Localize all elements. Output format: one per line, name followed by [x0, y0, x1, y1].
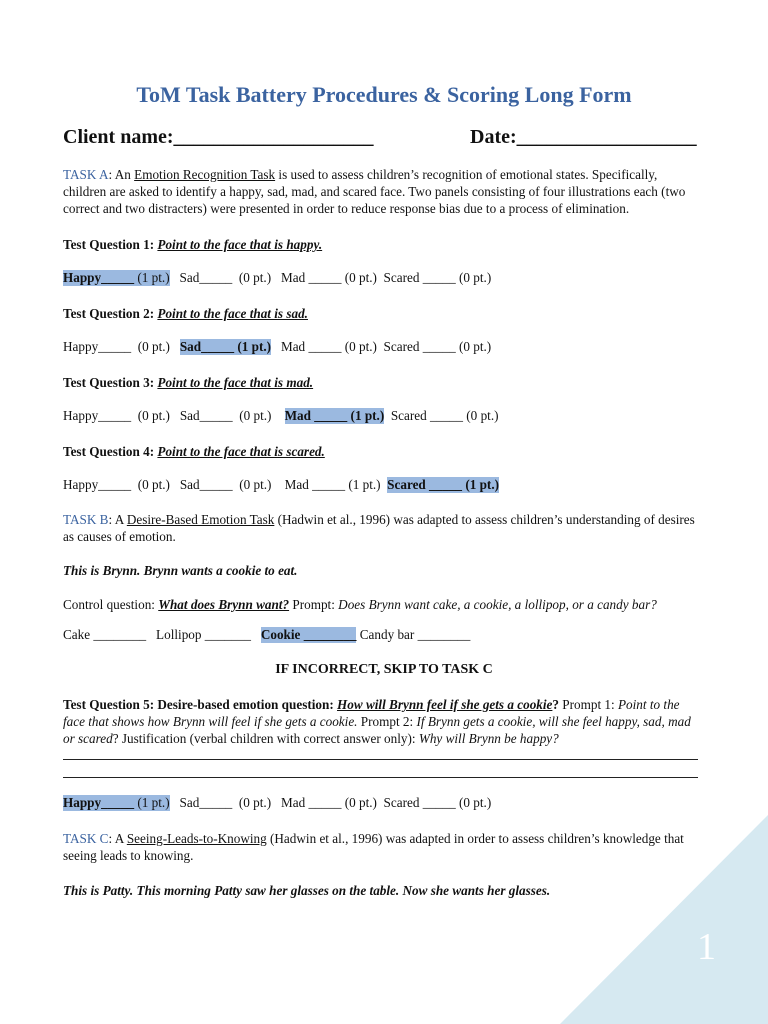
page-number: 1: [697, 926, 716, 968]
justification-label: ? Justification (verbal children with correct answer only):: [112, 731, 419, 746]
client-name-label: Client name:____________________: [63, 126, 374, 148]
question-2-prompt: Point to the face that is sad.: [157, 306, 308, 321]
control-question: [63, 596, 703, 613]
option-mad[interactable]: Mad _____ (0 pt.): [280, 270, 377, 285]
option-sad[interactable]: Sad_____ (0 pt.): [179, 408, 272, 423]
date-label: Date:__________________: [470, 126, 697, 148]
task-a-pre: : An: [108, 167, 135, 182]
question-5-text: How will Brynn feel if she gets a cookie: [337, 697, 553, 712]
brynn-intro: This is Brynn. Brynn wants a cookie to eat.: [63, 563, 298, 578]
task-c-paragraph: [63, 830, 703, 864]
question-2-label: Test Question 2:: [63, 306, 158, 321]
question-1-prompt: Point to the face that is happy.: [157, 237, 323, 252]
question-2: [63, 305, 703, 322]
question-5-label: Test Question 5: Desire-based emotion question:: [63, 697, 338, 712]
option-happy[interactable]: Happy_____ (0 pt.): [63, 339, 170, 354]
task-a-text: is used to assess children’s recognition of emotional states. Specifically, children are asked to identify a happy, sad, mad, and scared face. Two panels consisting of four illustrations each (two correct and two distracters) were presented in order to reduce response bias due to a process of elimination.: [63, 167, 686, 216]
prompt-1: Point to the face that shows how Brynn will feel if she gets a cookie.: [63, 697, 680, 729]
option-cookie[interactable]: Cookie ________: [260, 627, 357, 642]
control-question-text: What does Brynn want?: [158, 597, 290, 612]
option-cake[interactable]: Cake ________: [63, 627, 147, 642]
answer-line-2[interactable]: [63, 777, 698, 778]
task-c-label: TASK C: [63, 831, 109, 846]
skip-instruction: IF INCORRECT, SKIP TO TASK C: [275, 662, 493, 677]
control-prompt: Does Brynn want cake, a cookie, a lollipop, or a candy bar?: [338, 597, 657, 612]
control-label: Control question:: [63, 597, 159, 612]
task-b-paragraph: [63, 511, 703, 545]
food-options: [63, 627, 470, 643]
option-mad[interactable]: Mad _____ (0 pt.): [280, 795, 377, 810]
question-3-prompt: Point to the face that is mad.: [157, 375, 314, 390]
page-title: ToM Task Battery Procedures & Scoring Long Form: [136, 82, 632, 107]
option-scared[interactable]: Scared _____ (0 pt.): [383, 339, 492, 354]
question-4-label: Test Question 4:: [63, 444, 158, 459]
option-happy[interactable]: Happy_____ (1 pt.): [63, 270, 170, 285]
prompt-1-label: Prompt 1:: [559, 697, 618, 712]
question-5: [63, 696, 703, 747]
option-scared[interactable]: Scared _____ (1 pt.): [387, 477, 500, 492]
question-3-label: Test Question 3:: [63, 375, 158, 390]
option-sad[interactable]: Sad_____ (0 pt.): [179, 795, 272, 810]
question-1: [63, 236, 703, 253]
option-happy[interactable]: Happy_____ (1 pt.): [63, 795, 170, 810]
task-b-label: TASK B: [63, 512, 109, 527]
option-scared[interactable]: Scared _____ (0 pt.): [383, 795, 492, 810]
task-a-paragraph: [63, 166, 703, 217]
option-sad[interactable]: Sad_____ (1 pt.): [179, 339, 272, 354]
option-lollipop[interactable]: Lollipop _______: [156, 627, 251, 642]
answer-row-4: [63, 477, 499, 493]
answer-row-3: [63, 408, 499, 424]
answer-row-1: [63, 270, 491, 286]
task-a-label: TASK A: [63, 167, 109, 182]
option-scared[interactable]: Scared _____ (0 pt.): [383, 270, 492, 285]
option-sad[interactable]: Sad_____ (0 pt.): [179, 477, 272, 492]
option-mad[interactable]: Mad _____ (0 pt.): [280, 339, 377, 354]
option-sad[interactable]: Sad_____ (0 pt.): [179, 270, 272, 285]
option-scared[interactable]: Scared _____ (0 pt.): [390, 408, 499, 423]
question-4: [63, 443, 703, 460]
question-4-prompt: Point to the face that is scared.: [157, 444, 325, 459]
option-candy-bar[interactable]: Candy bar ________: [359, 627, 471, 642]
control-prompt-label: Prompt:: [289, 597, 339, 612]
option-happy[interactable]: Happy_____ (0 pt.): [63, 408, 170, 423]
task-b-pre: : A: [108, 512, 127, 527]
answer-line-1[interactable]: [63, 759, 698, 760]
option-mad[interactable]: Mad _____ (1 pt.): [284, 477, 381, 492]
task-c-name: Seeing-Leads-to-Knowing: [126, 831, 267, 846]
prompt-2: If Brynn gets a cookie, will she feel happy, sad, mad or scared: [63, 714, 691, 746]
option-happy[interactable]: Happy_____ (0 pt.): [63, 477, 170, 492]
task-a-name: Emotion Recognition Task: [134, 167, 276, 182]
task-c-text: (Hadwin et al., 1996) was adapted in order to assess children’s knowledge that seeing leads to knowing.: [63, 831, 684, 863]
task-b-text: (Hadwin et al., 1996) was adapted to assess children’s understanding of desires as causes of emotion.: [63, 512, 695, 544]
option-mad[interactable]: Mad _____ (1 pt.): [284, 408, 385, 423]
question-3: [63, 374, 703, 391]
question-5-qmark: ?: [552, 697, 559, 712]
task-b-name: Desire-Based Emotion Task: [126, 512, 275, 527]
task-c-pre: : A: [108, 831, 127, 846]
justification-prompt: Why will Brynn be happy?: [418, 731, 559, 746]
patty-intro: This is Patty. This morning Patty saw her glasses on the table. Now she wants her glasses.: [63, 883, 551, 898]
question-1-label: Test Question 1:: [63, 237, 158, 252]
answer-row-5: [63, 795, 491, 811]
prompt-2-label: Prompt 2:: [357, 714, 417, 729]
answer-row-2: [63, 339, 491, 355]
